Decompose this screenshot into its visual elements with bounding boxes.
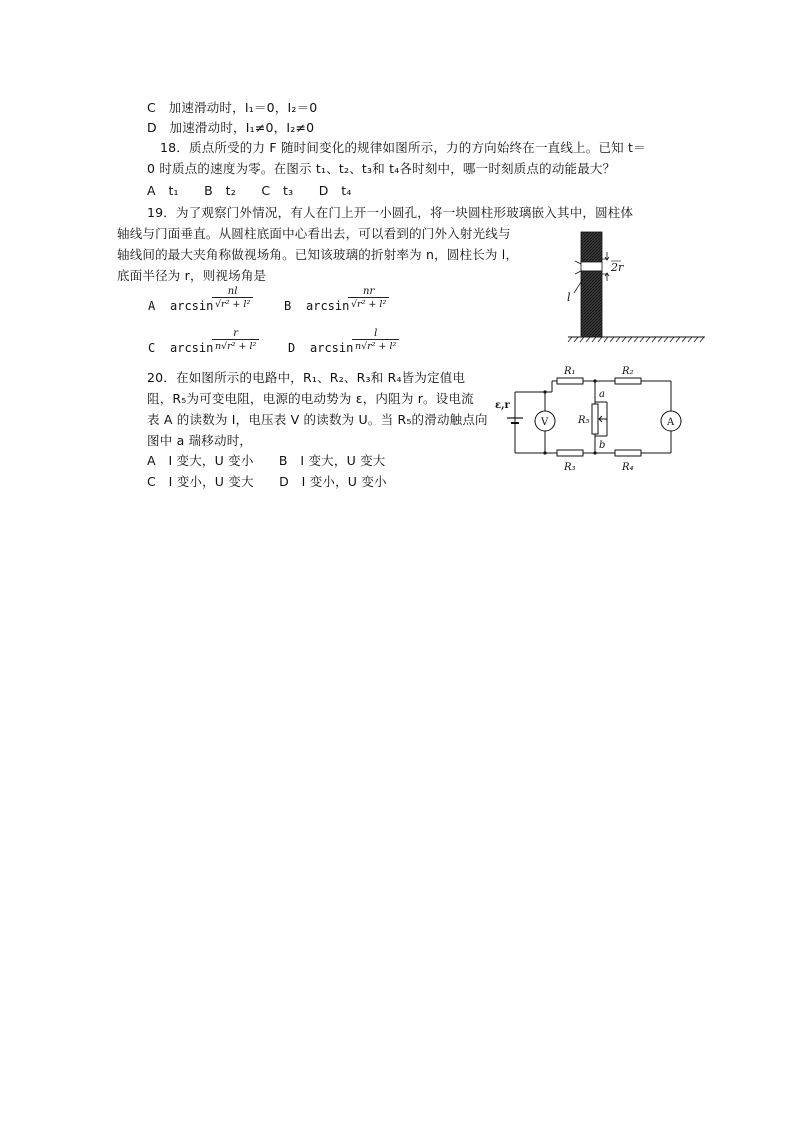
q18-text-line1: 18．质点所受的力 F 随时间变化的规律如图所示，力的方向始终在一直线上。已知 t＝ bbox=[160, 140, 646, 155]
label-r5: R₅ bbox=[578, 415, 590, 426]
label-l: l bbox=[567, 291, 571, 304]
q19-text-line3: 轴线间的最大夹角称做视场角。已知该玻璃的折射率为 n，圆柱长为 l， bbox=[117, 247, 519, 262]
label-ammeter: A bbox=[667, 417, 675, 428]
floor-hatching bbox=[568, 337, 704, 342]
q20-text-line4: 图中 a 瑞移动时， bbox=[147, 433, 253, 448]
door-lower-section bbox=[581, 271, 602, 337]
resistor-r1 bbox=[557, 378, 583, 384]
q18-text-line2: 0 时质点的速度为零。在图示 t₁、t₂、t₃和 t₄各时刻中，哪一时刻质点的动能最大？ bbox=[147, 161, 616, 176]
label-a: a bbox=[599, 389, 605, 400]
resistor-r3 bbox=[557, 450, 583, 456]
q19-option-b-fn: arcsin bbox=[306, 299, 350, 313]
q20-text-line1: 20．在如图所示的电路中，R₁、R₂、R₃和 R₄皆为定值电 bbox=[147, 370, 466, 385]
label-b: b bbox=[599, 440, 606, 451]
q17-option-c: C 加速滑动时，I₁＝0，I₂＝0 bbox=[147, 100, 318, 115]
q19-option-d-numerator: l bbox=[374, 328, 378, 339]
q19-option-c-letter: C bbox=[148, 341, 156, 355]
q20-options-ab: A I 变大，U 变小 B I 变大，U 变大 bbox=[147, 453, 386, 468]
q19-text-line1: 19．为了观察门外情况，有人在门上开一小圆孔，将一块圆柱形玻璃嵌入其中，圆柱体 bbox=[147, 205, 634, 220]
resistor-r5 bbox=[592, 404, 598, 434]
q19-option-c-denominator: n√r² + l² bbox=[212, 339, 259, 352]
q19-option-b-denominator: √r² + l² bbox=[348, 297, 389, 310]
dimension-arrow-2r bbox=[605, 252, 609, 281]
label-voltmeter: V bbox=[541, 417, 549, 428]
q18-options: A t₁ B t₂ C t₃ D t₄ bbox=[147, 183, 352, 198]
q19-option-c-fn: arcsin bbox=[170, 341, 214, 355]
label-2r: 2r bbox=[611, 261, 624, 274]
label-r1: R₁ bbox=[564, 366, 576, 377]
q19-option-d-fraction bbox=[352, 328, 399, 352]
q17-option-d: D 加速滑动时，I₁≠0，I₂≠0 bbox=[147, 120, 315, 135]
q19-text-line2: 轴线与门面垂直。从圆柱底面中心看出去，可以看到的门外入射光线与 bbox=[117, 226, 511, 241]
q20-text-line2: 阻，R₅为可变电阻，电源的电动势为 ε，内阻为 r。设电流 bbox=[147, 391, 474, 406]
label-source: ε,r bbox=[495, 400, 510, 411]
q19-option-b-letter: B bbox=[284, 299, 292, 313]
q19-door-figure bbox=[550, 225, 710, 355]
q20-circuit-diagram bbox=[495, 362, 705, 482]
glass-cylinder bbox=[581, 262, 602, 271]
resistor-r4 bbox=[615, 450, 641, 456]
q19-option-d-letter: D bbox=[288, 341, 296, 355]
q19-option-d-denominator: n√r² + l² bbox=[352, 339, 399, 352]
q19-option-c-fraction bbox=[212, 328, 259, 352]
q19-option-a-fraction bbox=[212, 286, 253, 310]
q19-option-a-denominator: √r² + l² bbox=[212, 297, 253, 310]
q20-options-cd: C I 变小，U 变大 D I 变小，U 变小 bbox=[147, 474, 387, 489]
label-r4: R₄ bbox=[622, 462, 634, 473]
q19-text-line4: 底面半径为 r，则视场角是 bbox=[117, 268, 267, 283]
resistor-r2 bbox=[615, 378, 641, 384]
label-r2: R₂ bbox=[622, 366, 634, 377]
label-r3: R₃ bbox=[564, 462, 576, 473]
q20-text-line3: 表 A 的读数为 I，电压表 V 的读数为 U。当 R₅的滑动触点向 bbox=[147, 412, 488, 427]
q19-option-a-numerator: nl bbox=[227, 286, 238, 297]
q19-option-d-fn: arcsin bbox=[310, 341, 354, 355]
q19-option-a-fn: arcsin bbox=[170, 299, 214, 313]
r5-slider-arrow bbox=[599, 416, 607, 422]
q19-option-b-numerator: nr bbox=[363, 286, 375, 297]
q19-option-c-numerator: r bbox=[233, 328, 239, 339]
q19-option-a-letter: A bbox=[148, 299, 156, 313]
door-upper-section bbox=[581, 232, 602, 262]
q19-option-b-fraction bbox=[348, 286, 389, 310]
